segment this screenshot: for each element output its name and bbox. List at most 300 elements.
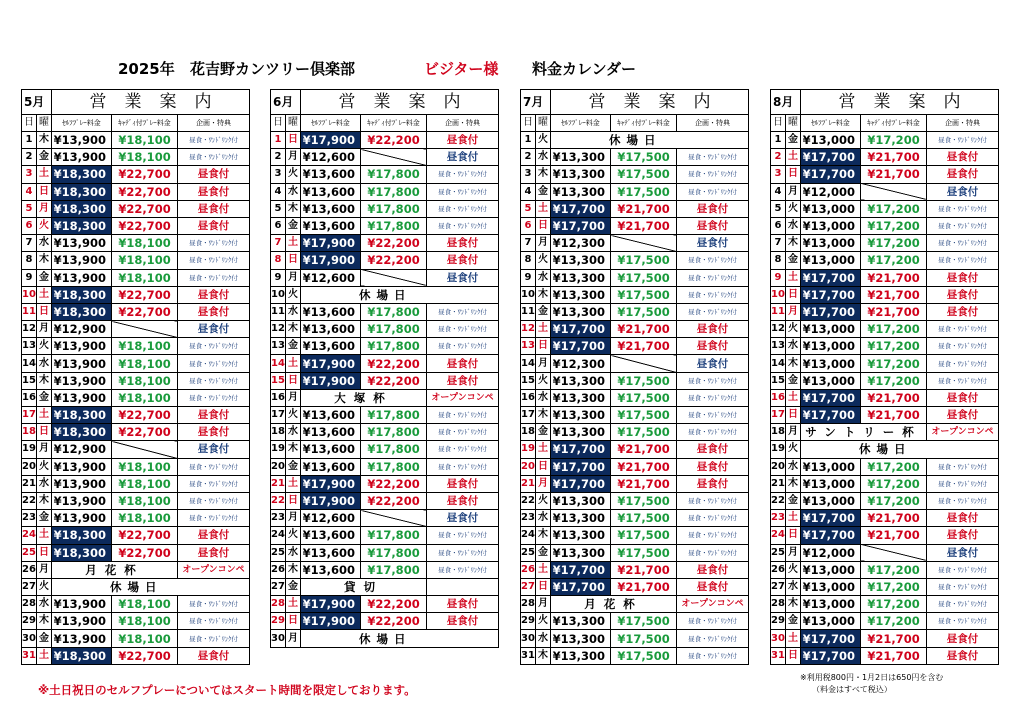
self-play-fee: ¥12,600	[301, 269, 361, 286]
plan-benefit: 昼食・ﾜﾝﾄﾞﾘﾝｸ付	[178, 613, 250, 630]
plan-benefit: 昼食付	[178, 303, 250, 320]
day-of-week: 土	[536, 441, 551, 458]
self-play-fee: ¥17,700	[801, 269, 861, 286]
day-of-week: 日	[286, 492, 301, 509]
self-play-fee: ¥13,000	[801, 458, 861, 475]
plan-benefit: 昼食・ﾜﾝﾄﾞﾘﾝｸ付	[677, 286, 749, 303]
day-number: 20	[521, 458, 536, 475]
day-number: 22	[271, 492, 286, 509]
day-number: 15	[22, 372, 37, 389]
caddie-play-fee: ¥17,500	[611, 647, 677, 664]
day-of-week: 木	[536, 647, 551, 664]
day-number: 4	[771, 183, 786, 200]
self-play-fee: ¥13,900	[52, 338, 112, 355]
day-number: 11	[771, 303, 786, 320]
self-play-fee: ¥17,900	[301, 492, 361, 509]
day-of-week: 土	[536, 561, 551, 578]
day-number: 1	[771, 132, 786, 149]
day-number: 13	[771, 338, 786, 355]
plan-benefit: 昼食・ﾜﾝﾄﾞﾘﾝｸ付	[178, 596, 250, 613]
calendar-row	[271, 441, 499, 458]
calendar-row	[521, 630, 749, 647]
self-play-fee: ¥13,300	[551, 492, 611, 509]
caddie-fee-header: ｷｬﾃﾞｨ付ﾌﾟﾚｰ料金	[361, 115, 427, 132]
day-of-week: 金	[786, 492, 801, 509]
calendar-row	[22, 527, 250, 544]
plan-benefit: 昼食付	[677, 578, 749, 595]
day-of-week: 水	[786, 458, 801, 475]
plan-benefit: 昼食・ﾜﾝﾄﾞﾘﾝｸ付	[677, 372, 749, 389]
day-number: 26	[271, 561, 286, 578]
self-play-fee: ¥17,700	[801, 510, 861, 527]
day-number: 13	[22, 338, 37, 355]
calendar-row	[22, 321, 250, 338]
calendar-row	[22, 389, 250, 406]
calendar-row	[271, 217, 499, 234]
caddie-play-fee: ¥17,800	[361, 166, 427, 183]
caddie-play-fee: ¥18,100	[112, 149, 178, 166]
plan-benefit: 昼食・ﾜﾝﾄﾞﾘﾝｸ付	[178, 355, 250, 372]
day-number: 30	[22, 630, 37, 647]
day-of-week: 月	[536, 355, 551, 372]
day-number: 18	[271, 424, 286, 441]
calendar-row	[771, 321, 999, 338]
calendar-row	[521, 372, 749, 389]
plan-benefit: 昼食・ﾜﾝﾄﾞﾘﾝｸ付	[927, 200, 999, 217]
closed-day: 休場日	[551, 132, 749, 149]
self-play-fee: ¥17,700	[801, 166, 861, 183]
self-play-fee: ¥17,700	[801, 407, 861, 424]
caddie-play-fee: ¥18,100	[112, 269, 178, 286]
day-number: 24	[22, 527, 37, 544]
self-play-fee: ¥13,600	[301, 321, 361, 338]
day-number: 3	[271, 166, 286, 183]
day-number: 23	[22, 510, 37, 527]
calendar-row	[271, 338, 499, 355]
caddie-play-fee: ¥17,800	[361, 527, 427, 544]
caddie-play-fee: ¥21,700	[861, 303, 927, 320]
caddie-play-fee: ¥17,200	[861, 561, 927, 578]
day-of-week: 日	[536, 578, 551, 595]
self-play-fee: ¥13,000	[801, 252, 861, 269]
plan-benefit: 昼食・ﾜﾝﾄﾞﾘﾝｸ付	[677, 424, 749, 441]
day-of-week: 日	[286, 252, 301, 269]
self-play-fee: ¥13,300	[551, 183, 611, 200]
caddie-play-fee: ¥21,700	[861, 269, 927, 286]
calendar-row	[521, 286, 749, 303]
day-number: 24	[521, 527, 536, 544]
day-number: 14	[771, 355, 786, 372]
plan-benefit: 昼食付	[178, 217, 250, 234]
calendar-row	[771, 149, 999, 166]
day-number: 29	[22, 613, 37, 630]
self-play-fee: ¥12,000	[801, 183, 861, 200]
calendar-row	[521, 527, 749, 544]
caddie-play-fee: ¥21,700	[861, 510, 927, 527]
no-caddie-slash	[361, 510, 427, 527]
calendar-row	[271, 613, 499, 630]
day-of-week: 日	[536, 458, 551, 475]
calendar-row	[771, 544, 999, 561]
day-number: 3	[771, 166, 786, 183]
day-of-week: 火	[536, 613, 551, 630]
day-number: 9	[22, 269, 37, 286]
tax-included-note: （料金はすべて税込）	[812, 685, 892, 694]
day-number: 22	[22, 492, 37, 509]
self-play-fee: ¥13,300	[551, 613, 611, 630]
self-play-fee: ¥13,300	[551, 647, 611, 664]
day-of-week: 金	[536, 544, 551, 561]
day-of-week: 月	[536, 235, 551, 252]
calendar-row	[271, 200, 499, 217]
month-label: 7月	[521, 90, 551, 115]
caddie-play-fee: ¥17,500	[611, 303, 677, 320]
month-label: 5月	[22, 90, 52, 115]
self-play-fee: ¥13,300	[551, 166, 611, 183]
day-number: 11	[521, 303, 536, 320]
caddie-play-fee: ¥18,100	[112, 252, 178, 269]
day-of-week: 水	[536, 630, 551, 647]
footer-note: ※土日祝日のセルフプレーについてはスタート時間を限定しております。	[38, 683, 416, 697]
caddie-fee-header: ｷｬﾃﾞｨ付ﾌﾟﾚｰ料金	[611, 115, 677, 132]
self-play-fee: ¥13,900	[52, 372, 112, 389]
day-number: 15	[771, 372, 786, 389]
caddie-play-fee: ¥18,100	[112, 235, 178, 252]
caddie-play-fee: ¥22,700	[112, 217, 178, 234]
day-of-week: 土	[37, 407, 52, 424]
day-of-week: 火	[786, 321, 801, 338]
day-number: 17	[22, 407, 37, 424]
calendar-row	[771, 217, 999, 234]
closed-day: 休場日	[301, 630, 499, 647]
caddie-play-fee: ¥18,100	[112, 596, 178, 613]
plan-benefit: 昼食付	[677, 321, 749, 338]
self-play-fee: ¥13,000	[801, 372, 861, 389]
plan-benefit: 昼食付	[178, 166, 250, 183]
calendar-row	[521, 183, 749, 200]
self-play-fee: ¥17,700	[551, 475, 611, 492]
calendar-row	[521, 613, 749, 630]
caddie-play-fee: ¥22,200	[361, 355, 427, 372]
self-play-fee: ¥18,300	[52, 303, 112, 320]
day-of-week: 月	[286, 630, 301, 647]
plan-benefit: 昼食・ﾜﾝﾄﾞﾘﾝｸ付	[178, 372, 250, 389]
day-number: 14	[271, 355, 286, 372]
calendar-row	[521, 510, 749, 527]
day-of-week: 土	[286, 355, 301, 372]
day-number: 10	[771, 286, 786, 303]
plan-benefit: 昼食付	[178, 183, 250, 200]
self-play-fee: ¥13,000	[801, 235, 861, 252]
day-number: 25	[771, 544, 786, 561]
day-of-week: 火	[37, 338, 52, 355]
calendar-row	[271, 183, 499, 200]
self-play-fee: ¥18,300	[52, 544, 112, 561]
calendar-row	[771, 389, 999, 406]
self-play-fee: ¥13,300	[551, 544, 611, 561]
dow-header: 曜	[286, 115, 301, 132]
caddie-fee-header: ｷｬﾃﾞｨ付ﾌﾟﾚｰ料金	[861, 115, 927, 132]
calendar-row	[271, 355, 499, 372]
day-number: 18	[771, 424, 786, 441]
day-of-week: 日	[37, 424, 52, 441]
day-number: 7	[521, 235, 536, 252]
caddie-play-fee: ¥21,700	[861, 286, 927, 303]
day-of-week: 木	[37, 372, 52, 389]
day-of-week: 火	[786, 200, 801, 217]
plan-benefit: 昼食付	[427, 149, 499, 166]
plan-benefit: 昼食・ﾜﾝﾄﾞﾘﾝｸ付	[178, 149, 250, 166]
calendar-row	[271, 235, 499, 252]
day-of-week: 木	[37, 252, 52, 269]
day-of-week: 金	[786, 252, 801, 269]
calendar-row	[771, 132, 999, 149]
self-play-fee: ¥13,600	[301, 441, 361, 458]
day-number: 11	[271, 303, 286, 320]
self-play-fee: ¥13,900	[52, 596, 112, 613]
caddie-play-fee: ¥17,800	[361, 424, 427, 441]
plan-benefit: 昼食・ﾜﾝﾄﾞﾘﾝｸ付	[427, 200, 499, 217]
calendar-row	[22, 303, 250, 320]
caddie-play-fee: ¥21,700	[611, 338, 677, 355]
day-number: 23	[771, 510, 786, 527]
day-of-week: 水	[37, 475, 52, 492]
day-of-week: 水	[286, 303, 301, 320]
day-number: 6	[771, 217, 786, 234]
caddie-play-fee: ¥22,700	[112, 647, 178, 664]
plan-benefit: 昼食・ﾜﾝﾄﾞﾘﾝｸ付	[677, 303, 749, 320]
self-play-fee: ¥13,300	[551, 303, 611, 320]
plan-benefit: 昼食・ﾜﾝﾄﾞﾘﾝｸ付	[927, 132, 999, 149]
plan-benefit: 昼食付	[427, 252, 499, 269]
self-play-fee: ¥12,900	[52, 321, 112, 338]
caddie-play-fee: ¥22,200	[361, 596, 427, 613]
day-of-week: 月	[286, 269, 301, 286]
day-of-week: 火	[37, 217, 52, 234]
plan-benefit: 昼食・ﾜﾝﾄﾞﾘﾝｸ付	[427, 458, 499, 475]
self-play-fee: ¥13,300	[551, 269, 611, 286]
self-play-fee: ¥13,900	[52, 458, 112, 475]
calendar-row	[271, 407, 499, 424]
day-of-week: 金	[286, 578, 301, 595]
calendar-row	[771, 475, 999, 492]
calendar-row	[521, 235, 749, 252]
caddie-play-fee: ¥21,700	[611, 217, 677, 234]
day-number: 8	[22, 252, 37, 269]
caddie-play-fee: ¥17,500	[611, 389, 677, 406]
caddie-play-fee: ¥21,700	[611, 561, 677, 578]
self-play-fee: ¥17,700	[801, 630, 861, 647]
caddie-play-fee: ¥17,200	[861, 492, 927, 509]
caddie-play-fee: ¥17,800	[361, 458, 427, 475]
calendar-row	[271, 424, 499, 441]
plan-benefit: 昼食・ﾜﾝﾄﾞﾘﾝｸ付	[927, 355, 999, 372]
day-header: 日	[271, 115, 286, 132]
caddie-play-fee: ¥18,100	[112, 613, 178, 630]
calendar-row	[771, 424, 999, 441]
calendar-row	[771, 235, 999, 252]
day-number: 12	[271, 321, 286, 338]
title-club: 花吉野カンツリー倶楽部	[190, 60, 356, 78]
day-header: 日	[521, 115, 536, 132]
title-calendar: 料金カレンダー	[532, 60, 637, 78]
self-play-fee: ¥13,600	[301, 183, 361, 200]
day-of-week: 日	[786, 527, 801, 544]
no-caddie-slash	[611, 235, 677, 252]
plan-benefit: 昼食・ﾜﾝﾄﾞﾘﾝｸ付	[927, 492, 999, 509]
plan-benefit: 昼食・ﾜﾝﾄﾞﾘﾝｸ付	[927, 252, 999, 269]
plan-benefit: 昼食・ﾜﾝﾄﾞﾘﾝｸ付	[927, 596, 999, 613]
calendar-row	[271, 492, 499, 509]
self-play-fee: ¥17,900	[301, 132, 361, 149]
day-number: 22	[771, 492, 786, 509]
self-play-fee: ¥13,900	[52, 613, 112, 630]
caddie-play-fee: ¥22,700	[112, 286, 178, 303]
day-number: 20	[771, 458, 786, 475]
plan-benefit: 昼食付	[178, 407, 250, 424]
calendar-row	[521, 166, 749, 183]
day-number: 27	[271, 578, 286, 595]
self-play-fee: ¥17,700	[801, 527, 861, 544]
self-play-fee: ¥13,900	[52, 510, 112, 527]
day-number: 4	[271, 183, 286, 200]
self-play-fee: ¥12,300	[551, 235, 611, 252]
caddie-play-fee: ¥17,800	[361, 321, 427, 338]
caddie-play-fee: ¥18,100	[112, 389, 178, 406]
calendar-row	[22, 183, 250, 200]
event-type: オープンコンペ	[927, 424, 999, 441]
self-play-fee: ¥13,300	[551, 389, 611, 406]
caddie-play-fee: ¥21,700	[861, 389, 927, 406]
calendar-row	[271, 475, 499, 492]
calendar-row	[271, 132, 499, 149]
plan-benefit: 昼食付	[677, 217, 749, 234]
day-number: 19	[771, 441, 786, 458]
event-name: 貸切	[301, 578, 427, 595]
day-number: 26	[521, 561, 536, 578]
day-of-week: 金	[37, 269, 52, 286]
self-play-fee: ¥18,300	[52, 527, 112, 544]
day-of-week: 火	[37, 458, 52, 475]
day-number: 19	[22, 441, 37, 458]
day-of-week: 日	[536, 217, 551, 234]
plan-benefit: 昼食・ﾜﾝﾄﾞﾘﾝｸ付	[927, 372, 999, 389]
self-play-fee: ¥13,600	[301, 544, 361, 561]
plan-benefit: 昼食・ﾜﾝﾄﾞﾘﾝｸ付	[677, 407, 749, 424]
caddie-play-fee: ¥17,200	[861, 355, 927, 372]
day-number: 9	[271, 269, 286, 286]
plan-benefit: 昼食付	[427, 355, 499, 372]
event-type: オープンコンペ	[427, 389, 499, 406]
caddie-play-fee: ¥17,500	[611, 166, 677, 183]
day-number: 21	[521, 475, 536, 492]
plan-benefit: 昼食・ﾜﾝﾄﾞﾘﾝｸ付	[677, 630, 749, 647]
caddie-play-fee: ¥17,500	[611, 510, 677, 527]
calendar-row	[22, 372, 250, 389]
calendar-row	[521, 269, 749, 286]
day-number: 9	[521, 269, 536, 286]
caddie-play-fee: ¥22,200	[361, 132, 427, 149]
caddie-play-fee: ¥17,500	[611, 544, 677, 561]
plan-benefit: 昼食・ﾜﾝﾄﾞﾘﾝｸ付	[677, 183, 749, 200]
calendar-row	[271, 596, 499, 613]
day-number: 1	[521, 132, 536, 149]
no-caddie-slash	[611, 355, 677, 372]
day-of-week: 水	[536, 269, 551, 286]
calendar-row	[771, 303, 999, 320]
plan-benefit: 昼食付	[178, 544, 250, 561]
calendar-row	[22, 149, 250, 166]
day-number: 26	[771, 561, 786, 578]
calendar-row	[521, 441, 749, 458]
day-number: 18	[521, 424, 536, 441]
caddie-play-fee: ¥22,700	[112, 424, 178, 441]
day-of-week: 木	[286, 441, 301, 458]
day-of-week: 水	[786, 338, 801, 355]
plan-benefit: 昼食付	[927, 407, 999, 424]
day-of-week: 月	[536, 475, 551, 492]
calendar-row	[771, 458, 999, 475]
self-play-fee: ¥18,300	[52, 424, 112, 441]
self-fee-header: ｾﾙﾌﾌﾟﾚｰ料金	[801, 115, 861, 132]
caddie-play-fee: ¥17,800	[361, 441, 427, 458]
calendar-row	[521, 424, 749, 441]
day-of-week: 月	[37, 200, 52, 217]
caddie-play-fee: ¥17,800	[361, 561, 427, 578]
day-number: 8	[771, 252, 786, 269]
day-of-week: 木	[536, 286, 551, 303]
plan-benefit: 昼食・ﾜﾝﾄﾞﾘﾝｸ付	[178, 252, 250, 269]
day-of-week: 土	[786, 630, 801, 647]
day-number: 1	[271, 132, 286, 149]
calendar-row	[22, 613, 250, 630]
plan-benefit: 昼食付	[927, 286, 999, 303]
self-play-fee: ¥17,700	[801, 286, 861, 303]
event-type: オープンコンペ	[677, 596, 749, 613]
day-of-week: 月	[536, 596, 551, 613]
self-play-fee: ¥13,000	[801, 475, 861, 492]
caddie-play-fee: ¥18,100	[112, 355, 178, 372]
day-of-week: 火	[536, 252, 551, 269]
caddie-play-fee: ¥17,200	[861, 475, 927, 492]
day-of-week: 水	[536, 510, 551, 527]
self-play-fee: ¥13,900	[52, 389, 112, 406]
caddie-play-fee: ¥17,200	[861, 235, 927, 252]
day-number: 10	[22, 286, 37, 303]
plan-benefit: 昼食・ﾜﾝﾄﾞﾘﾝｸ付	[427, 303, 499, 320]
caddie-play-fee: ¥17,200	[861, 372, 927, 389]
day-number: 30	[271, 630, 286, 647]
day-of-week: 日	[286, 613, 301, 630]
calendar-row	[771, 578, 999, 595]
calendar-row	[771, 492, 999, 509]
calendar-row	[271, 458, 499, 475]
self-fee-header: ｾﾙﾌﾌﾟﾚｰ料金	[301, 115, 361, 132]
calendar-row	[271, 527, 499, 544]
caddie-play-fee: ¥22,200	[361, 372, 427, 389]
day-number: 28	[22, 596, 37, 613]
caddie-play-fee: ¥21,700	[611, 200, 677, 217]
day-of-week: 土	[37, 647, 52, 664]
day-number: 5	[271, 200, 286, 217]
self-play-fee: ¥17,700	[801, 647, 861, 664]
caddie-play-fee: ¥22,200	[361, 235, 427, 252]
calendar-row	[22, 544, 250, 561]
calendar-row	[521, 544, 749, 561]
calendar-row	[771, 252, 999, 269]
day-of-week: 木	[536, 166, 551, 183]
self-play-fee: ¥13,600	[301, 303, 361, 320]
